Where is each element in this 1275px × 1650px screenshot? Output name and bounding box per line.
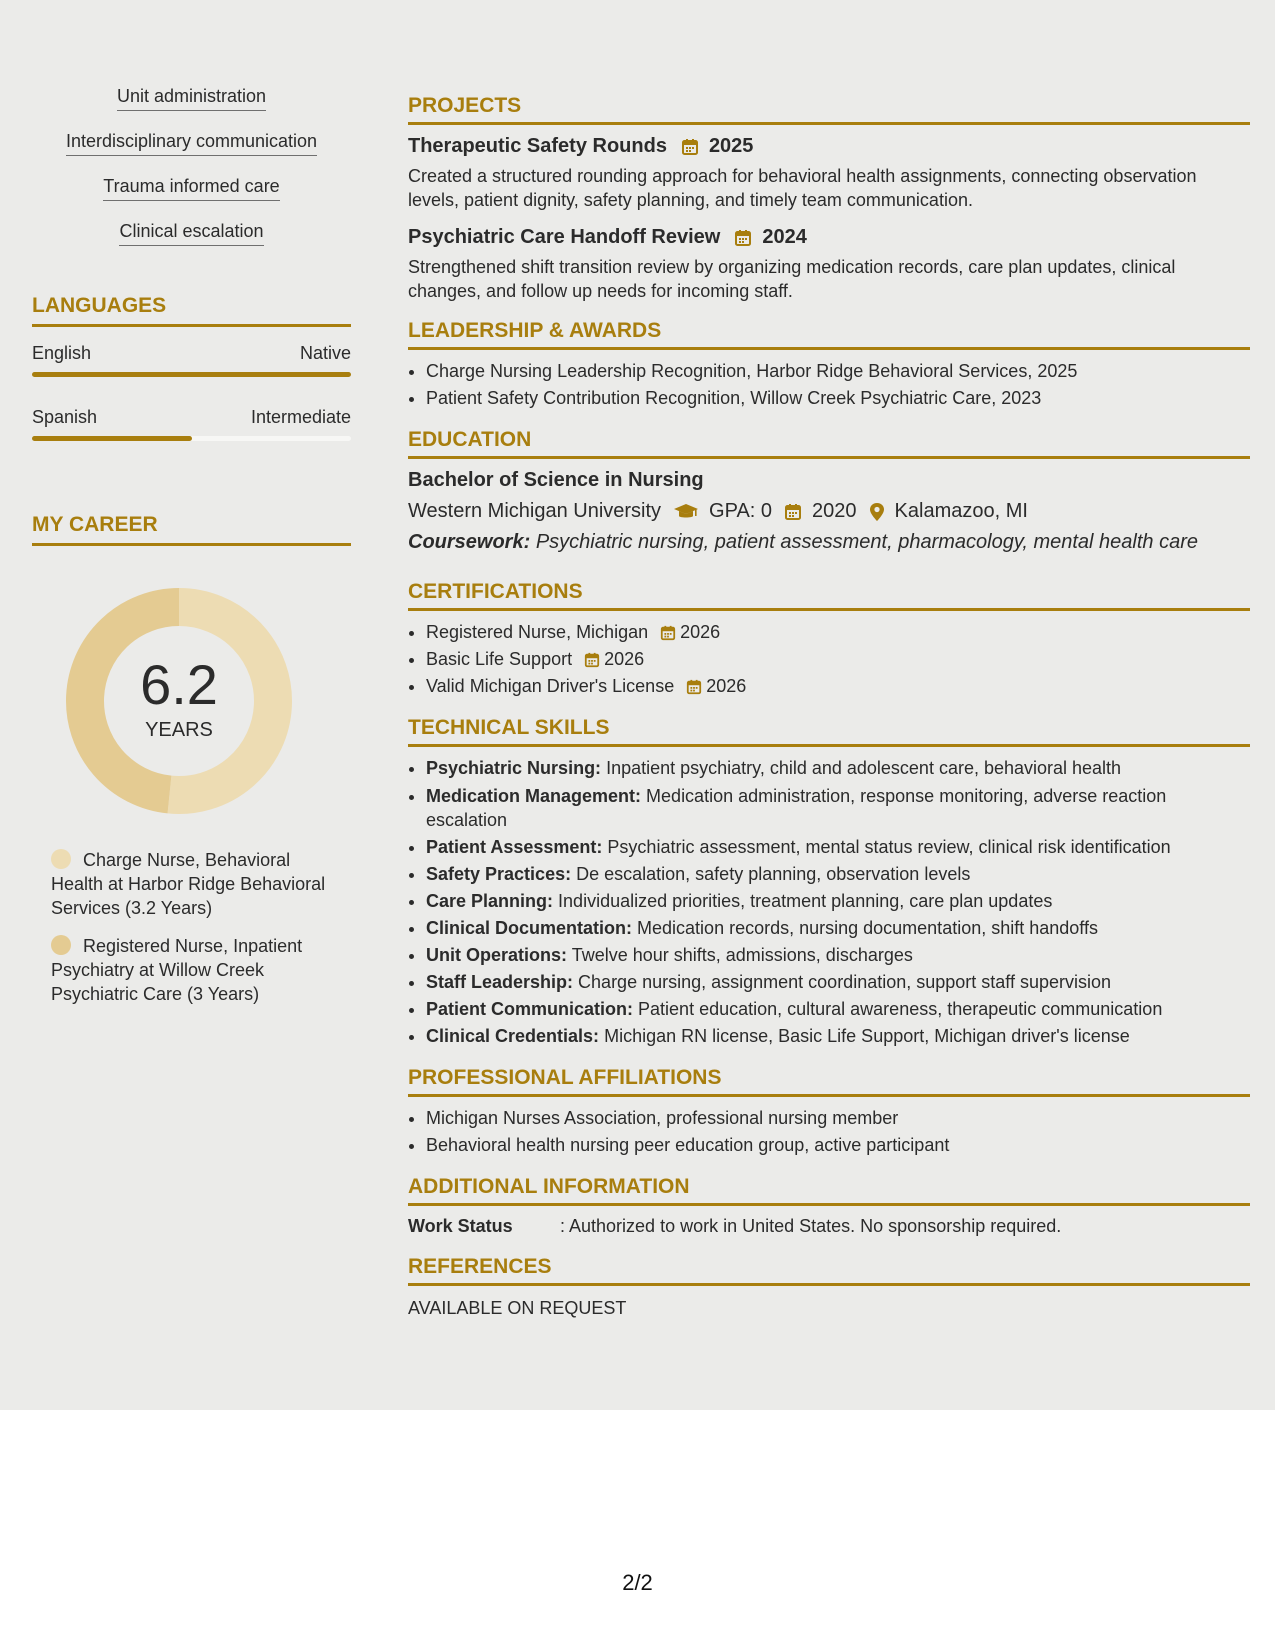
project-year: 2024 — [762, 226, 807, 248]
calendar-icon — [784, 503, 802, 521]
work-status-label: Work Status — [408, 1216, 513, 1236]
certifications-heading: CERTIFICATIONS — [408, 580, 1250, 611]
language-name: Spanish — [32, 407, 98, 427]
list-item: • Patient Safety Contribution Recognition, Willow Creek Psychiatric Care, 2023 — [426, 385, 1250, 412]
list-item: • Patient Assessment: Psychiatric assessment, mental status review, clinical risk identification — [426, 834, 1250, 861]
career-legend — [51, 848, 331, 1006]
skill-tag: Clinical escalation — [32, 221, 351, 246]
list-item: • Michigan Nurses Association, professional nursing member — [426, 1105, 1250, 1132]
technical-skills-section — [408, 716, 1250, 1050]
language-bar — [32, 436, 351, 441]
awards-heading: LEADERSHIP & AWARDS — [408, 319, 1250, 350]
list-item: • Registered Nurse, Michigan 2026 — [426, 619, 1250, 646]
skill-tag: Trauma informed care — [32, 176, 351, 201]
right-column — [408, 94, 1250, 1319]
school-location: Kalamazoo, MI — [894, 500, 1028, 522]
language-spanish — [32, 407, 351, 441]
list-item: • Safety Practices: De escalation, safety planning, observation levels — [426, 861, 1250, 888]
school-name: Western Michigan University — [408, 500, 662, 522]
career-section — [32, 513, 351, 1006]
list-item: • Medication Management: Medication administration, response monitoring, adverse reaction escalation — [426, 784, 1250, 832]
list-item: • Valid Michigan Driver's License 2026 — [426, 673, 1250, 700]
work-status-value: : Authorized to work in United States. No sponsorship required. — [560, 1216, 1062, 1236]
list-item: • Charge Nursing Leadership Recognition, Harbor Ridge Behavioral Services, 2025 — [426, 358, 1250, 385]
calendar-icon — [686, 679, 702, 695]
coursework: Coursework: Psychiatric nursing, patient assessment, pharmacology, mental health care — [408, 531, 1198, 553]
skill-tags — [32, 86, 351, 246]
legend-dot — [51, 935, 71, 955]
list-item: • Staff Leadership: Charge nursing, assignment coordination, support staff supervision — [426, 969, 1250, 996]
language-level: Native — [299, 343, 351, 363]
gpa: GPA: 0 — [709, 500, 773, 522]
skill-tag: Interdisciplinary communication — [32, 131, 351, 156]
degree-title: Bachelor of Science in Nursing — [408, 469, 704, 491]
language-level: Intermediate — [250, 407, 351, 427]
list-item: • Behavioral health nursing peer education group, active participant — [426, 1132, 1250, 1159]
languages-section — [32, 294, 351, 441]
page-number: 2/2 — [622, 1570, 653, 1595]
affiliations-list — [408, 1105, 1250, 1159]
language-bar-fill — [32, 372, 351, 377]
calendar-icon — [660, 625, 676, 641]
technical-skills-list — [408, 755, 1250, 1050]
education-heading: EDUCATION — [408, 428, 1250, 459]
certifications-list — [408, 619, 1250, 700]
skill-tag: Unit administration — [32, 86, 351, 111]
references-text: AVAILABLE ON REQUEST — [408, 1298, 627, 1318]
career-legend-item: Registered Nurse, Inpatient Psychiatry at Willow Creek Psychiatric Care (3 Years) — [51, 936, 303, 1004]
additional-info-section — [408, 1175, 1250, 1237]
calendar-icon — [734, 229, 752, 247]
language-name: English — [32, 343, 92, 363]
list-item: • Patient Communication: Patient education, cultural awareness, therapeutic communication — [426, 996, 1250, 1023]
references-heading: REFERENCES — [408, 1255, 1250, 1286]
location-pin-icon — [869, 502, 885, 522]
education-section — [408, 428, 1250, 554]
affiliations-heading: PROFESSIONAL AFFILIATIONS — [408, 1066, 1250, 1097]
project-description: Strengthened shift transition review by organizing medication records, care plan updates, clinical changes, and follow up needs for incoming staff. — [408, 257, 1176, 301]
career-donut — [64, 586, 294, 816]
project-title: Psychiatric Care Handoff Review 2024 — [408, 226, 807, 248]
references-section — [408, 1255, 1250, 1319]
affiliations-section — [408, 1066, 1250, 1159]
calendar-icon — [584, 652, 600, 668]
projects-heading: PROJECTS — [408, 94, 1250, 125]
language-english — [32, 343, 351, 377]
graduation-year: 2020 — [812, 500, 857, 522]
work-status — [408, 1216, 1250, 1237]
left-column — [32, 86, 351, 1020]
career-total: 6.2 — [140, 652, 218, 716]
legend-dot — [51, 849, 71, 869]
list-item: • Clinical Documentation: Medication records, nursing documentation, shift handoffs — [426, 915, 1250, 942]
technical-skills-heading: TECHNICAL SKILLS — [408, 716, 1250, 747]
awards-list — [408, 358, 1250, 412]
project-title: Therapeutic Safety Rounds 2025 — [408, 135, 754, 157]
language-bar — [32, 372, 351, 377]
calendar-icon — [681, 138, 699, 156]
languages-heading: LANGUAGES — [32, 294, 351, 327]
additional-info-heading: ADDITIONAL INFORMATION — [408, 1175, 1250, 1206]
list-item: • Psychiatric Nursing: Inpatient psychiatry, child and adolescent care, behavioral health — [426, 755, 1250, 782]
list-item: • Care Planning: Individualized priorities, treatment planning, care plan updates — [426, 888, 1250, 915]
career-legend-item: Charge Nurse, Behavioral Health at Harbor Ridge Behavioral Services (3.2 Years) — [51, 850, 326, 918]
language-bar-fill — [32, 436, 192, 441]
project-description: Created a structured rounding approach for behavioral health assignments, connecting observation levels, patient dignity, safety planning, and timely team communication. — [408, 166, 1197, 210]
graduation-cap-icon — [673, 503, 699, 521]
education-details — [408, 500, 1250, 523]
career-unit: YEARS — [145, 718, 213, 741]
project-year: 2025 — [708, 135, 754, 157]
list-item: • Clinical Credentials: Michigan RN license, Basic Life Support, Michigan driver's license — [426, 1023, 1250, 1050]
list-item: • Unit Operations: Twelve hour shifts, admissions, discharges — [426, 942, 1250, 969]
projects-section — [408, 94, 1250, 303]
certifications-section — [408, 580, 1250, 700]
awards-section — [408, 319, 1250, 412]
list-item: • Basic Life Support 2026 — [426, 646, 1250, 673]
career-heading: MY CAREER — [32, 513, 351, 546]
